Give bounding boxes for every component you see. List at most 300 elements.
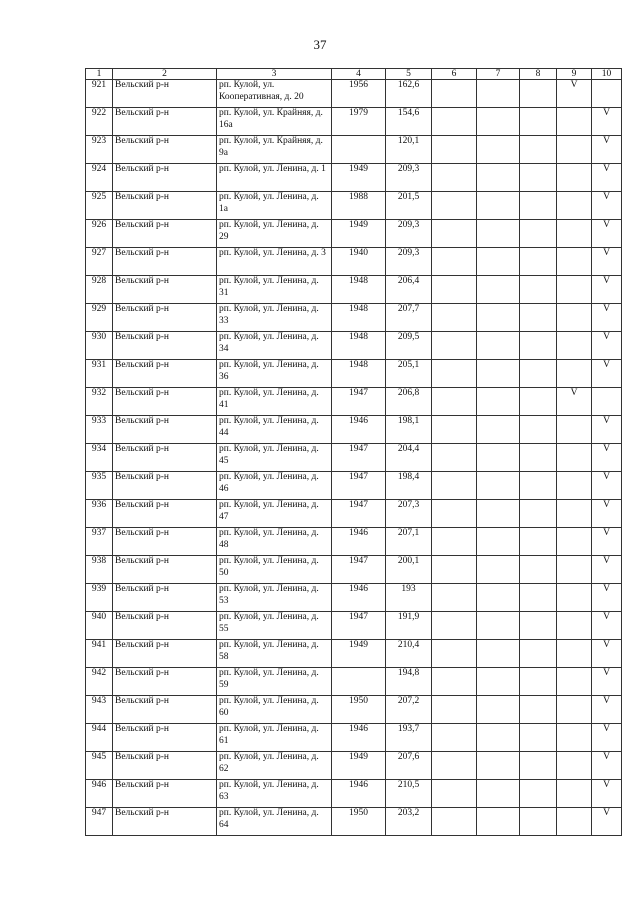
year-cell: 1947 [332, 612, 386, 640]
district-cell: Вельский р-н [113, 668, 217, 696]
column-8-cell [520, 248, 557, 276]
district-cell: Вельский р-н [113, 640, 217, 668]
district-cell: Вельский р-н [113, 108, 217, 136]
area-cell: 198,1 [386, 416, 432, 444]
address-cell: рп. Кулой, ул. Ленина, д. 47 [217, 500, 332, 528]
table-row [86, 584, 622, 612]
column-9-mark-cell [557, 752, 592, 780]
address-cell: рп. Кулой, ул. Ленина, д. 31 [217, 276, 332, 304]
column-header: 10 [592, 69, 622, 80]
address-cell: рп. Кулой, ул. Ленина, д. 34 [217, 332, 332, 360]
year-cell: 1946 [332, 528, 386, 556]
district-cell: Вельский р-н [113, 752, 217, 780]
column-6-cell [432, 500, 477, 528]
area-cell: 209,3 [386, 220, 432, 248]
address-cell: рп. Кулой, ул. Ленина, д. 55 [217, 612, 332, 640]
address-cell: рп. Кулой, ул. Ленина, д. 50 [217, 556, 332, 584]
column-6-cell [432, 584, 477, 612]
column-header: 2 [113, 69, 217, 80]
year-cell: 1947 [332, 472, 386, 500]
year-cell: 1950 [332, 696, 386, 724]
column-6-cell [432, 416, 477, 444]
column-10-mark-cell: V [592, 472, 622, 500]
row-number-cell: 930 [86, 332, 113, 360]
area-cell: 210,4 [386, 640, 432, 668]
table-row [86, 668, 622, 696]
table-row [86, 108, 622, 136]
column-header: 8 [520, 69, 557, 80]
year-cell: 1948 [332, 276, 386, 304]
table-row [86, 276, 622, 304]
table-row [86, 80, 622, 108]
column-9-mark-cell: V [557, 80, 592, 108]
area-cell: 162,6 [386, 80, 432, 108]
column-6-cell [432, 80, 477, 108]
column-10-mark-cell: V [592, 808, 622, 836]
row-number-cell: 939 [86, 584, 113, 612]
year-cell: 1947 [332, 500, 386, 528]
district-cell: Вельский р-н [113, 248, 217, 276]
column-9-mark-cell [557, 444, 592, 472]
year-cell: 1949 [332, 164, 386, 192]
column-9-mark-cell [557, 276, 592, 304]
column-7-cell [477, 528, 520, 556]
column-8-cell [520, 220, 557, 248]
column-7-cell [477, 584, 520, 612]
column-6-cell [432, 444, 477, 472]
column-9-mark-cell [557, 556, 592, 584]
address-cell: рп. Кулой, ул. Ленина, д. 1а [217, 192, 332, 220]
column-9-mark-cell [557, 808, 592, 836]
area-cell: 207,1 [386, 528, 432, 556]
column-10-mark-cell [592, 80, 622, 108]
column-7-cell [477, 724, 520, 752]
row-number-cell: 936 [86, 500, 113, 528]
table-body [86, 80, 622, 836]
column-6-cell [432, 220, 477, 248]
column-8-cell [520, 164, 557, 192]
district-cell: Вельский р-н [113, 304, 217, 332]
column-8-cell [520, 416, 557, 444]
district-cell: Вельский р-н [113, 612, 217, 640]
column-6-cell [432, 360, 477, 388]
column-7-cell [477, 248, 520, 276]
column-7-cell [477, 696, 520, 724]
column-6-cell [432, 528, 477, 556]
column-header: 1 [86, 69, 113, 80]
area-cell: 201,5 [386, 192, 432, 220]
column-9-mark-cell [557, 528, 592, 556]
column-8-cell [520, 500, 557, 528]
address-cell: рп. Кулой, ул. Ленина, д. 64 [217, 808, 332, 836]
column-7-cell [477, 108, 520, 136]
column-6-cell [432, 472, 477, 500]
table-row [86, 556, 622, 584]
year-cell: 1956 [332, 80, 386, 108]
column-10-mark-cell: V [592, 220, 622, 248]
address-cell: рп. Кулой, ул. Ленина, д. 60 [217, 696, 332, 724]
table-row [86, 388, 622, 416]
column-9-mark-cell [557, 780, 592, 808]
row-number-cell: 946 [86, 780, 113, 808]
row-number-cell: 929 [86, 304, 113, 332]
year-cell: 1949 [332, 220, 386, 248]
column-9-mark-cell [557, 136, 592, 164]
column-7-cell [477, 136, 520, 164]
row-number-cell: 924 [86, 164, 113, 192]
column-10-mark-cell: V [592, 696, 622, 724]
column-10-mark-cell: V [592, 752, 622, 780]
year-cell: 1948 [332, 304, 386, 332]
district-cell: Вельский р-н [113, 276, 217, 304]
table-row [86, 724, 622, 752]
column-8-cell [520, 472, 557, 500]
column-8-cell [520, 724, 557, 752]
column-9-mark-cell [557, 500, 592, 528]
address-cell: рп. Кулой, ул. Ленина, д. 48 [217, 528, 332, 556]
area-cell: 203,2 [386, 808, 432, 836]
column-6-cell [432, 612, 477, 640]
row-number-cell: 926 [86, 220, 113, 248]
page-number: 37 [313, 37, 327, 52]
column-7-cell [477, 416, 520, 444]
area-cell: 207,6 [386, 752, 432, 780]
district-cell: Вельский р-н [113, 584, 217, 612]
column-header: 3 [217, 69, 332, 80]
address-cell: рп. Кулой, ул. Крайняя, д. 9а [217, 136, 332, 164]
column-7-cell [477, 192, 520, 220]
column-6-cell [432, 640, 477, 668]
column-10-mark-cell: V [592, 500, 622, 528]
table-row [86, 416, 622, 444]
district-cell: Вельский р-н [113, 220, 217, 248]
district-cell: Вельский р-н [113, 332, 217, 360]
column-9-mark-cell [557, 640, 592, 668]
area-cell: 209,5 [386, 332, 432, 360]
row-number-cell: 938 [86, 556, 113, 584]
year-cell: 1946 [332, 584, 386, 612]
year-cell: 1948 [332, 332, 386, 360]
address-cell: рп. Кулой, ул. Ленина, д. 62 [217, 752, 332, 780]
column-9-mark-cell [557, 360, 592, 388]
row-number-cell: 941 [86, 640, 113, 668]
column-8-cell [520, 276, 557, 304]
column-10-mark-cell: V [592, 556, 622, 584]
row-number-cell: 923 [86, 136, 113, 164]
column-10-mark-cell: V [592, 528, 622, 556]
address-cell: рп. Кулой, ул. Крайняя, д. 16а [217, 108, 332, 136]
area-cell: 193 [386, 584, 432, 612]
column-9-mark-cell [557, 612, 592, 640]
table-row [86, 696, 622, 724]
year-cell: 1950 [332, 808, 386, 836]
column-9-mark-cell [557, 724, 592, 752]
column-10-mark-cell: V [592, 724, 622, 752]
column-8-cell [520, 304, 557, 332]
table-row [86, 444, 622, 472]
table-row [86, 780, 622, 808]
year-cell [332, 668, 386, 696]
column-6-cell [432, 696, 477, 724]
area-cell: 204,4 [386, 444, 432, 472]
table-row [86, 752, 622, 780]
address-cell: рп. Кулой, ул. Ленина, д. 63 [217, 780, 332, 808]
table-row [86, 808, 622, 836]
column-10-mark-cell: V [592, 108, 622, 136]
address-cell: рп. Кулой, ул. Ленина, д. 29 [217, 220, 332, 248]
year-cell: 1947 [332, 388, 386, 416]
district-cell: Вельский р-н [113, 556, 217, 584]
table-row [86, 136, 622, 164]
column-6-cell [432, 276, 477, 304]
column-7-cell [477, 668, 520, 696]
column-9-mark-cell [557, 584, 592, 612]
column-10-mark-cell: V [592, 780, 622, 808]
year-cell: 1948 [332, 360, 386, 388]
district-cell: Вельский р-н [113, 164, 217, 192]
column-9-mark-cell [557, 472, 592, 500]
row-number-cell: 925 [86, 192, 113, 220]
area-cell: 194,8 [386, 668, 432, 696]
table-row [86, 248, 622, 276]
year-cell: 1947 [332, 556, 386, 584]
column-7-cell [477, 612, 520, 640]
table-row [86, 332, 622, 360]
column-6-cell [432, 108, 477, 136]
column-6-cell [432, 724, 477, 752]
column-6-cell [432, 780, 477, 808]
row-number-cell: 947 [86, 808, 113, 836]
district-cell: Вельский р-н [113, 472, 217, 500]
district-cell: Вельский р-н [113, 724, 217, 752]
area-cell: 209,3 [386, 248, 432, 276]
area-cell: 207,3 [386, 500, 432, 528]
district-cell: Вельский р-н [113, 416, 217, 444]
column-7-cell [477, 500, 520, 528]
column-10-mark-cell: V [592, 584, 622, 612]
district-cell: Вельский р-н [113, 360, 217, 388]
column-8-cell [520, 556, 557, 584]
row-number-cell: 922 [86, 108, 113, 136]
table-row [86, 612, 622, 640]
column-8-cell [520, 444, 557, 472]
district-cell: Вельский р-н [113, 808, 217, 836]
column-10-mark-cell: V [592, 416, 622, 444]
address-cell: рп. Кулой, ул. Ленина, д. 45 [217, 444, 332, 472]
column-9-mark-cell [557, 220, 592, 248]
address-cell: рп. Кулой, ул. Ленина, д. 36 [217, 360, 332, 388]
year-cell: 1988 [332, 192, 386, 220]
table-row [86, 220, 622, 248]
column-7-cell [477, 388, 520, 416]
column-6-cell [432, 304, 477, 332]
column-7-cell [477, 444, 520, 472]
address-cell: рп. Кулой, ул. Ленина, д. 58 [217, 640, 332, 668]
table-row [86, 192, 622, 220]
area-cell: 210,5 [386, 780, 432, 808]
row-number-cell: 944 [86, 724, 113, 752]
column-9-mark-cell [557, 332, 592, 360]
year-cell: 1946 [332, 416, 386, 444]
column-8-cell [520, 808, 557, 836]
table-row [86, 360, 622, 388]
column-7-cell [477, 304, 520, 332]
column-header: 6 [432, 69, 477, 80]
table-row [86, 500, 622, 528]
row-number-cell: 940 [86, 612, 113, 640]
column-10-mark-cell: V [592, 332, 622, 360]
year-cell: 1940 [332, 248, 386, 276]
area-cell: 206,8 [386, 388, 432, 416]
column-7-cell [477, 752, 520, 780]
column-6-cell [432, 388, 477, 416]
column-10-mark-cell: V [592, 360, 622, 388]
table-row [86, 472, 622, 500]
column-7-cell [477, 472, 520, 500]
column-6-cell [432, 808, 477, 836]
area-cell: 198,4 [386, 472, 432, 500]
column-6-cell [432, 136, 477, 164]
year-cell: 1946 [332, 724, 386, 752]
column-10-mark-cell: V [592, 248, 622, 276]
column-7-cell [477, 80, 520, 108]
column-8-cell [520, 780, 557, 808]
column-header: 9 [557, 69, 592, 80]
column-10-mark-cell: V [592, 640, 622, 668]
column-6-cell [432, 248, 477, 276]
column-header: 5 [386, 69, 432, 80]
header-row [86, 69, 622, 80]
address-cell: рп. Кулой, ул. Ленина, д. 53 [217, 584, 332, 612]
column-7-cell [477, 220, 520, 248]
column-7-cell [477, 640, 520, 668]
column-7-cell [477, 556, 520, 584]
area-cell: 207,2 [386, 696, 432, 724]
column-7-cell [477, 808, 520, 836]
column-10-mark-cell: V [592, 276, 622, 304]
column-8-cell [520, 80, 557, 108]
column-8-cell [520, 388, 557, 416]
column-7-cell [477, 332, 520, 360]
column-6-cell [432, 332, 477, 360]
district-cell: Вельский р-н [113, 500, 217, 528]
row-number-cell: 933 [86, 416, 113, 444]
district-cell: Вельский р-н [113, 780, 217, 808]
district-cell: Вельский р-н [113, 696, 217, 724]
address-cell: рп. Кулой, ул. Ленина, д. 44 [217, 416, 332, 444]
column-8-cell [520, 108, 557, 136]
address-cell: рп. Кулой, ул. Ленина, д. 59 [217, 668, 332, 696]
row-number-cell: 945 [86, 752, 113, 780]
district-cell: Вельский р-н [113, 192, 217, 220]
column-6-cell [432, 192, 477, 220]
column-10-mark-cell: V [592, 444, 622, 472]
column-8-cell [520, 528, 557, 556]
column-9-mark-cell [557, 304, 592, 332]
year-cell: 1979 [332, 108, 386, 136]
column-7-cell [477, 360, 520, 388]
year-cell: 1947 [332, 444, 386, 472]
area-cell: 206,4 [386, 276, 432, 304]
column-8-cell [520, 584, 557, 612]
column-9-mark-cell [557, 192, 592, 220]
area-cell: 205,1 [386, 360, 432, 388]
column-header: 4 [332, 69, 386, 80]
table-header [86, 69, 622, 80]
row-number-cell: 937 [86, 528, 113, 556]
area-cell: 207,7 [386, 304, 432, 332]
table-row [86, 164, 622, 192]
column-7-cell [477, 780, 520, 808]
column-8-cell [520, 136, 557, 164]
address-cell: рп. Кулой, ул. Ленина, д. 33 [217, 304, 332, 332]
column-10-mark-cell: V [592, 612, 622, 640]
row-number-cell: 928 [86, 276, 113, 304]
area-cell: 209,3 [386, 164, 432, 192]
address-cell: рп. Кулой, ул. Ленина, д. 3 [217, 248, 332, 276]
column-6-cell [432, 668, 477, 696]
address-cell: рп. Кулой, ул. Ленина, д. 46 [217, 472, 332, 500]
column-10-mark-cell: V [592, 668, 622, 696]
column-header: 7 [477, 69, 520, 80]
column-8-cell [520, 640, 557, 668]
year-cell: 1946 [332, 780, 386, 808]
year-cell: 1949 [332, 752, 386, 780]
district-cell: Вельский р-н [113, 388, 217, 416]
district-cell: Вельский р-н [113, 80, 217, 108]
column-8-cell [520, 360, 557, 388]
area-cell: 191,9 [386, 612, 432, 640]
row-number-cell: 931 [86, 360, 113, 388]
column-6-cell [432, 752, 477, 780]
year-cell [332, 136, 386, 164]
table-row [86, 304, 622, 332]
row-number-cell: 932 [86, 388, 113, 416]
column-8-cell [520, 192, 557, 220]
address-cell: рп. Кулой, ул. Ленина, д. 61 [217, 724, 332, 752]
row-number-cell: 934 [86, 444, 113, 472]
column-7-cell [477, 276, 520, 304]
column-9-mark-cell [557, 416, 592, 444]
year-cell: 1949 [332, 640, 386, 668]
column-8-cell [520, 332, 557, 360]
row-number-cell: 942 [86, 668, 113, 696]
address-cell: рп. Кулой, ул. Ленина, д. 41 [217, 388, 332, 416]
column-6-cell [432, 164, 477, 192]
address-cell: рп. Кулой, ул. Ленина, д. 1 [217, 164, 332, 192]
column-6-cell [432, 556, 477, 584]
column-9-mark-cell: V [557, 388, 592, 416]
district-cell: Вельский р-н [113, 444, 217, 472]
column-10-mark-cell: V [592, 192, 622, 220]
row-number-cell: 927 [86, 248, 113, 276]
column-9-mark-cell [557, 108, 592, 136]
column-10-mark-cell: V [592, 164, 622, 192]
row-number-cell: 943 [86, 696, 113, 724]
column-10-mark-cell [592, 388, 622, 416]
district-cell: Вельский р-н [113, 528, 217, 556]
housing-table [85, 68, 622, 836]
area-cell: 200,1 [386, 556, 432, 584]
column-8-cell [520, 668, 557, 696]
column-10-mark-cell: V [592, 304, 622, 332]
column-9-mark-cell [557, 248, 592, 276]
district-cell: Вельский р-н [113, 136, 217, 164]
row-number-cell: 935 [86, 472, 113, 500]
row-number-cell: 921 [86, 80, 113, 108]
column-9-mark-cell [557, 668, 592, 696]
column-9-mark-cell [557, 164, 592, 192]
